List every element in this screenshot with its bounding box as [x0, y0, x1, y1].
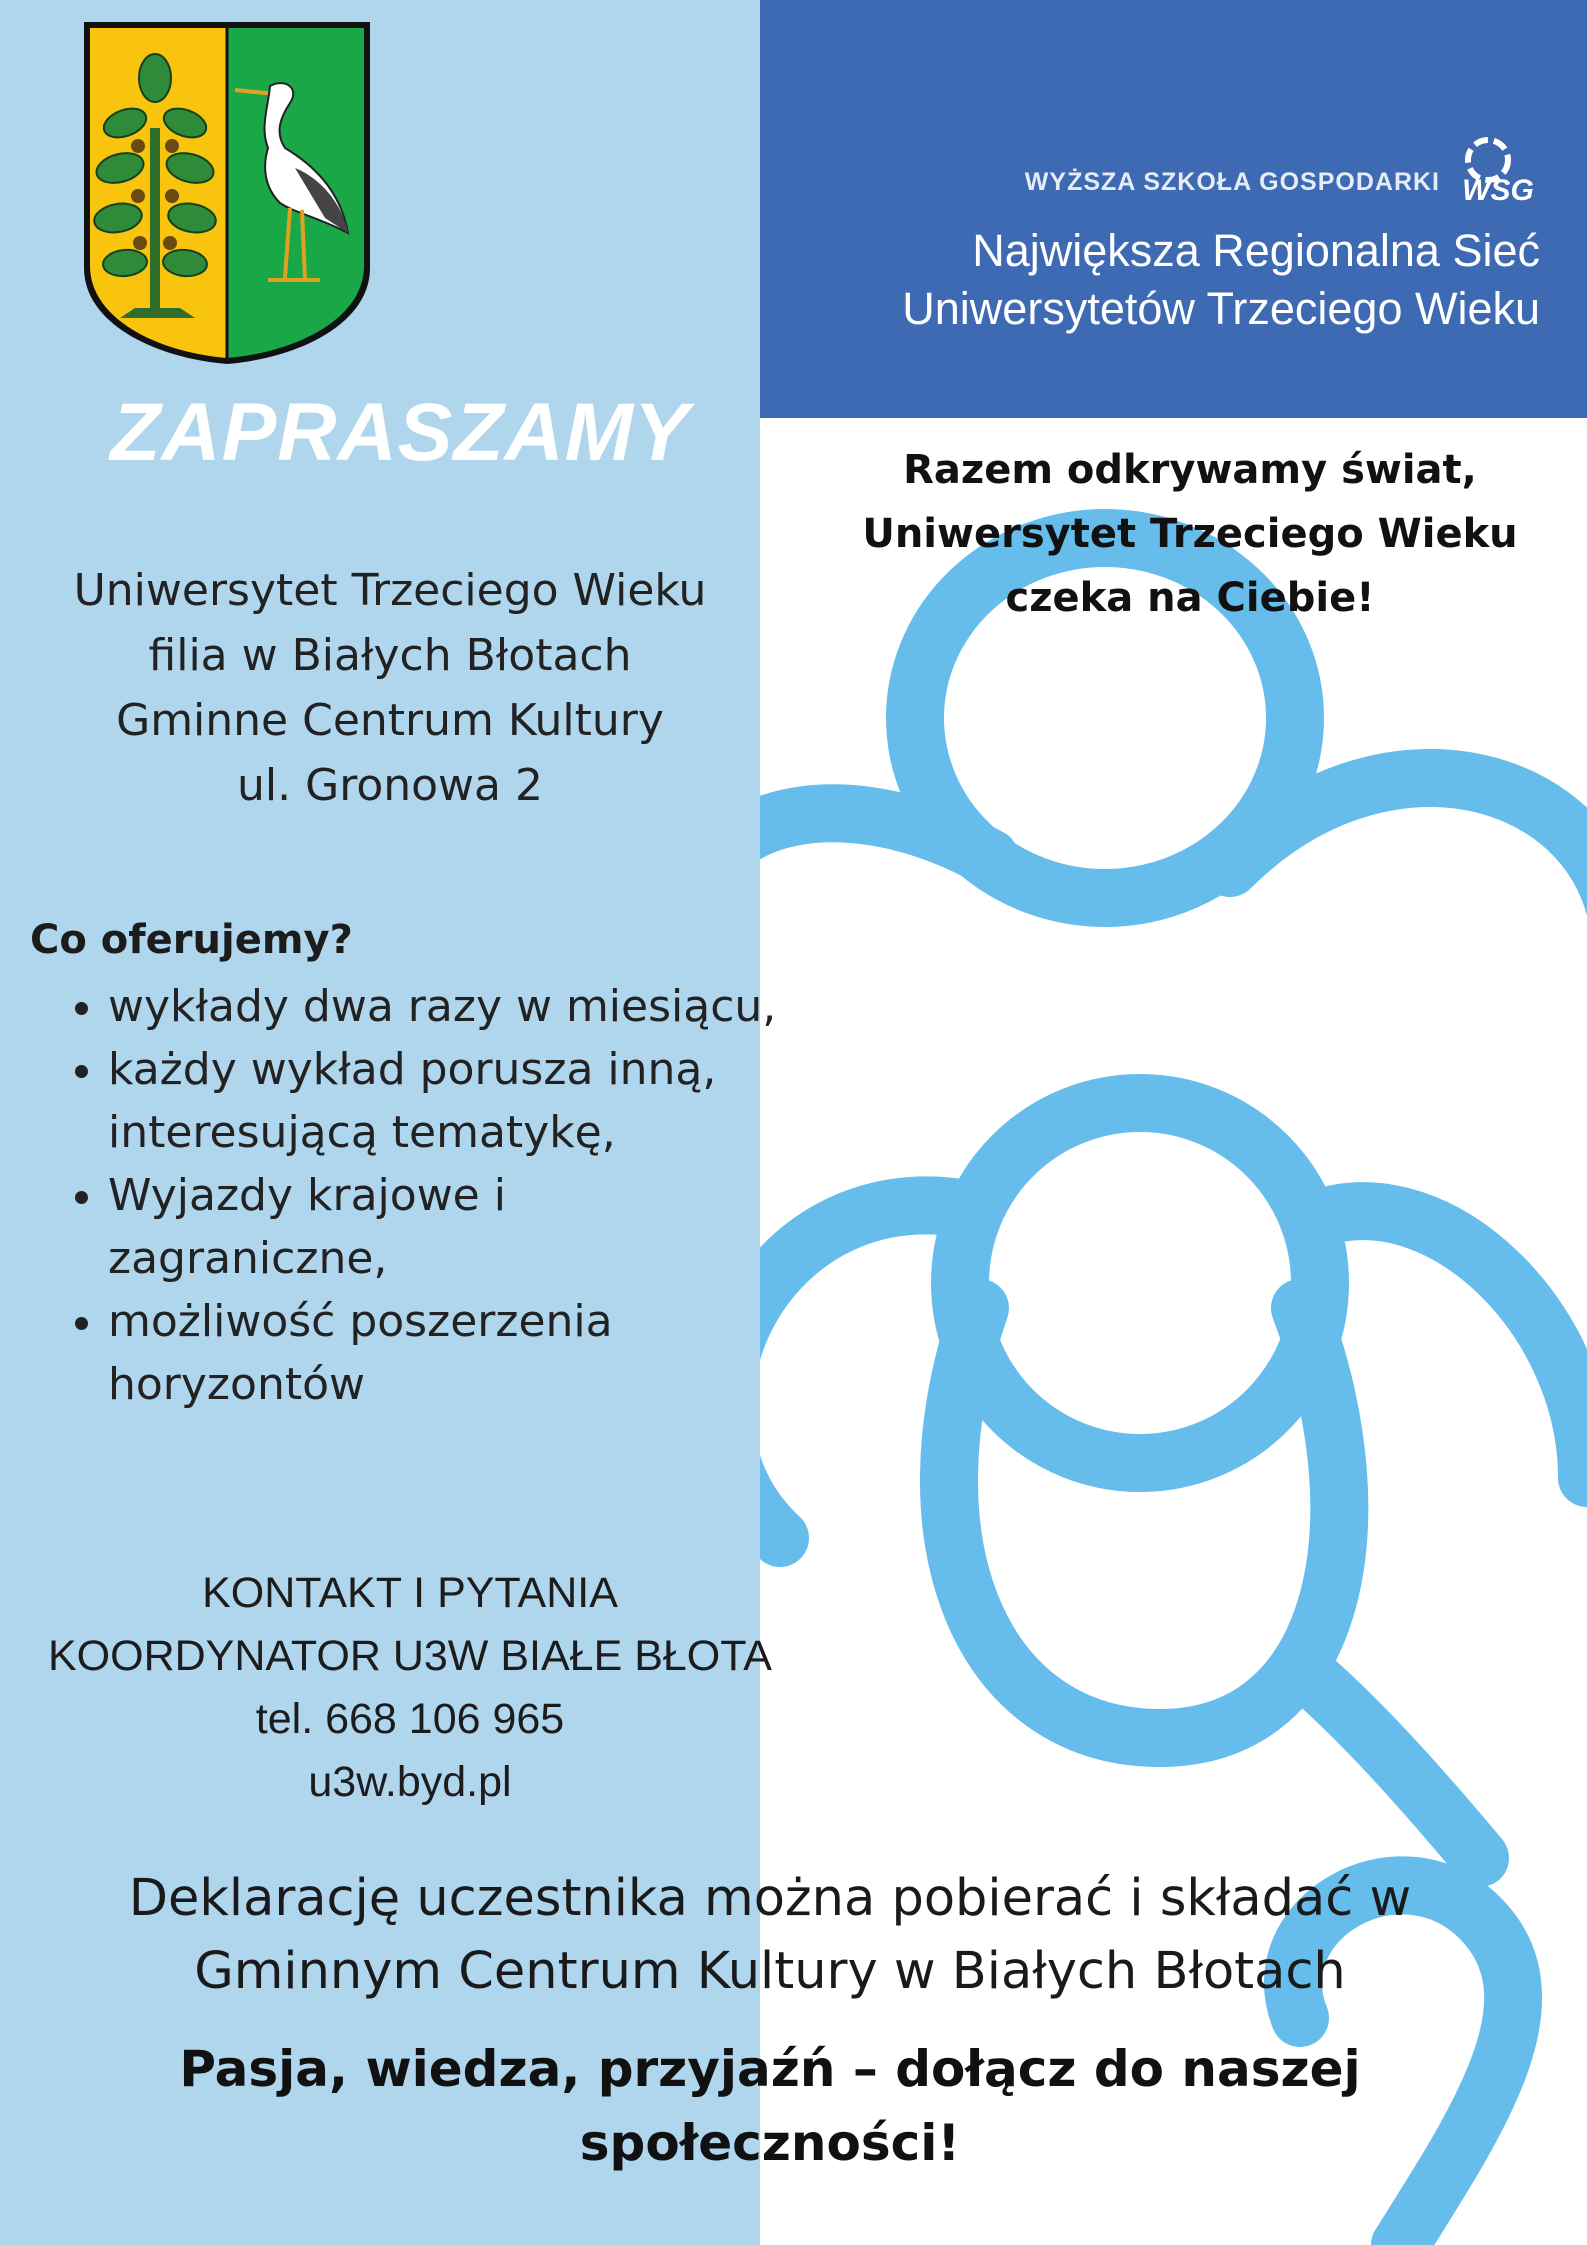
contact-coordinator: KOORDYNATOR U3W BIAŁE BŁOTA — [48, 1632, 772, 1680]
list-item: • wykłady dwa razy w miesiącu, — [108, 975, 788, 1038]
declaration-line: Deklarację uczestnika można pobierać i składać w — [128, 1869, 1412, 1928]
list-item: • Wyjazdy krajowe i zagraniczne, — [108, 1164, 788, 1290]
address-line: Uniwersytet Trzeciego Wieku — [73, 565, 707, 616]
wsg-logo-text: WSG — [1462, 174, 1534, 206]
slogan-text — [60, 2032, 1480, 2180]
contact-website: u3w.byd.pl — [308, 1758, 512, 1806]
contact-heading: KONTAKT I PYTANIA — [202, 1569, 618, 1617]
list-item: • każdy wykład porusza inną, interesującą tematykę, — [108, 1038, 788, 1164]
address-line: Gminne Centrum Kultury — [116, 695, 664, 746]
wsg-network-text — [770, 222, 1540, 338]
network-line: Największa Regionalna Sieć — [972, 225, 1540, 276]
address-line: filia w Białych Błotach — [148, 630, 632, 681]
slogan-line: Pasja, wiedza, przyjaźń – dołącz do naszej — [179, 2040, 1361, 2098]
slogan-line: społeczności! — [579, 2114, 961, 2172]
contact-phone: tel. 668 106 965 — [255, 1695, 565, 1743]
motto-line: Uniwersytet Trzeciego Wieku — [862, 511, 1518, 557]
flower-stem — [1300, 1668, 1480, 1858]
motto — [800, 438, 1580, 630]
offer-heading: Co oferujemy? — [30, 917, 353, 963]
wsg-banner — [760, 0, 1587, 418]
flower-petal-left-upper — [760, 813, 990, 978]
declaration-line: Gminnym Centrum Kultury w Białych Błotach — [194, 1942, 1346, 2001]
list-item: • możliwość poszerzenia horyzontów — [108, 1290, 788, 1416]
wsg-logo-icon — [1446, 134, 1544, 206]
flower-petal-right-upper — [1230, 778, 1587, 978]
wsg-school-name: WYŻSZA SZKOŁA GOSPODARKI — [1024, 168, 1440, 196]
motto-line: Razem odkrywamy świat, — [903, 447, 1477, 493]
page-title: ZAPRASZAMY — [110, 387, 690, 478]
coat-of-arms-icon — [80, 18, 374, 368]
motto-line: czeka na Ciebie! — [1005, 575, 1375, 621]
declaration-text — [60, 1862, 1480, 2008]
address-block — [20, 558, 760, 818]
contact-block — [0, 1562, 820, 1814]
network-line: Uniwersytetów Trzeciego Wieku — [902, 283, 1540, 334]
flower-center — [960, 1103, 1320, 1463]
address-line: ul. Gronowa 2 — [237, 760, 543, 811]
offer-list — [68, 975, 788, 1416]
